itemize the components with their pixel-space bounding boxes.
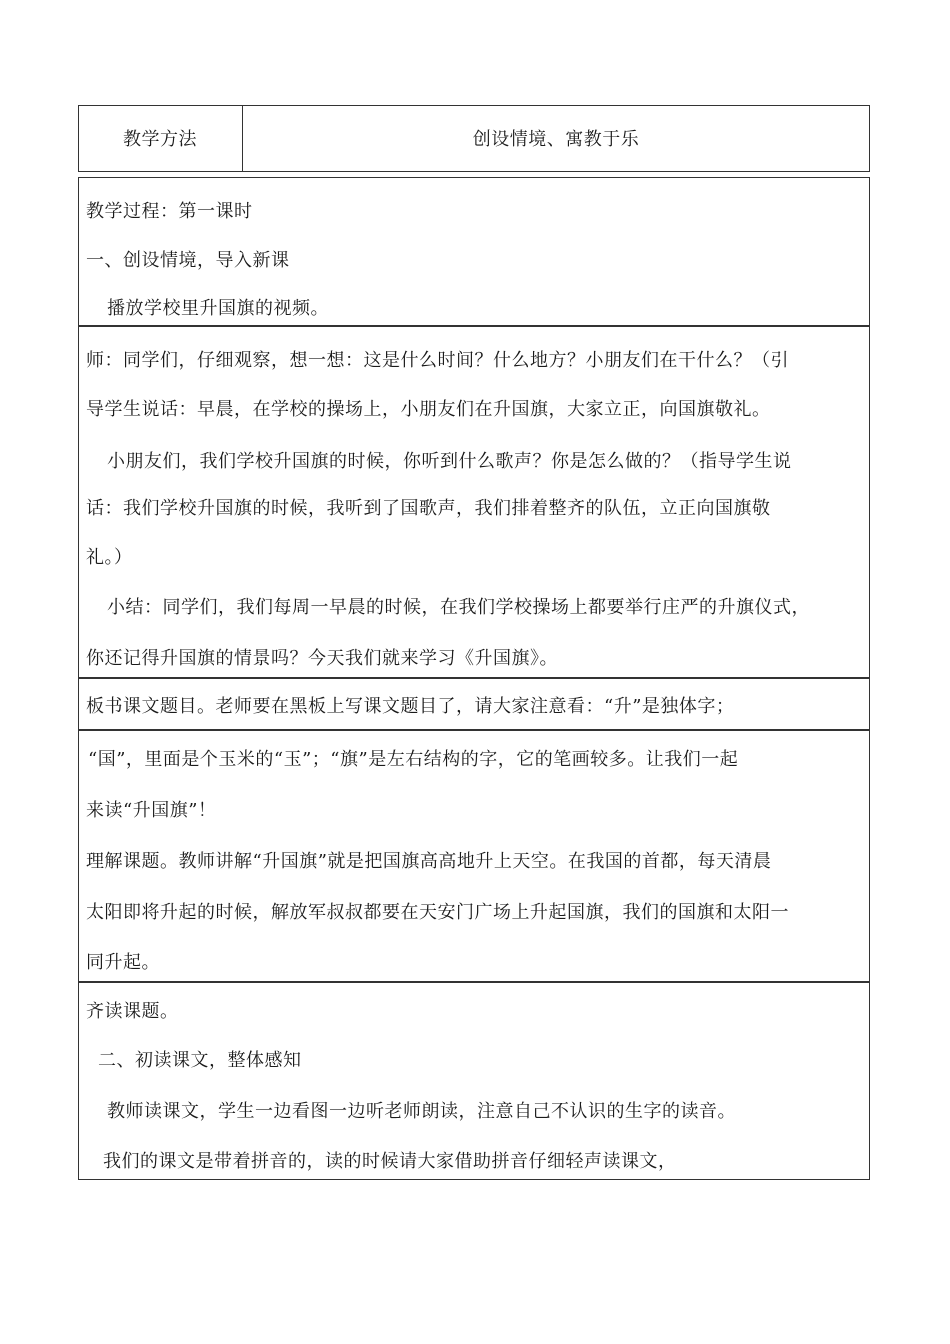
section-d-line: “国”，里面是个玉米的“玉”；“旗”是左右结构的字，它的笔画较多。让我们一起	[88, 749, 739, 770]
section-e-line: 我们的课文是带着拼音的，读的时候请大家借助拼音仔细轻声读课文，	[103, 1151, 677, 1172]
section-a-line: 一、创设情境，导入新课	[86, 250, 290, 271]
section-b-line: 师：同学们，仔细观察，想一想：这是什么时间？什么地方？小朋友们在干什么？（引	[86, 350, 789, 371]
section-b-line: 礼。）	[86, 547, 133, 568]
section-b-line: 小结：同学们，我们每周一早晨的时候，在我们学校操场上都要举行庄严的升旗仪式，	[107, 597, 810, 618]
section-d-line: 来读“升国旗”！	[86, 800, 217, 821]
method-value: 创设情境、寓教于乐	[472, 129, 640, 150]
section-b-line: 导学生说话：早晨，在学校的操场上，小朋友们在升国旗，大家立正，向国旗敬礼。	[86, 399, 771, 420]
section-e-line: 齐读课题。	[86, 1001, 179, 1022]
section-d-line: 理解课题。教师讲解“升国旗”就是把国旗高高地升上天空。在我国的首都，每天清晨	[86, 851, 772, 872]
section-c-line: 板书课文题目。老师要在黑板上写课文题目了，请大家注意看：“升”是独体字；	[86, 696, 735, 717]
section-a-line: 播放学校里升国旗的视频。	[107, 298, 329, 319]
section-d-line: 同升起。	[86, 952, 160, 973]
section-b-line: 你还记得升国旗的情景吗？今天我们就来学习《升国旗》。	[86, 648, 558, 669]
section-a-line: 教学过程：第一课时	[86, 201, 253, 222]
section-b-line: 话：我们学校升国旗的时候，我听到了国歌声，我们排着整齐的队伍，立正向国旗敬	[86, 498, 771, 519]
section-e-line: 二、初读课文，整体感知	[98, 1050, 302, 1071]
section-e-line: 教师读课文，学生一边看图一边听老师朗读，注意自己不认识的生字的读音。	[107, 1101, 736, 1122]
section-d-line: 太阳即将升起的时候，解放军叔叔都要在天安门广场上升起国旗，我们的国旗和太阳一	[86, 902, 789, 923]
section-b-line: 小朋友们，我们学校升国旗的时候，你听到什么歌声？你是怎么做的？（指导学生说	[107, 451, 792, 472]
method-label: 教学方法	[123, 129, 197, 150]
